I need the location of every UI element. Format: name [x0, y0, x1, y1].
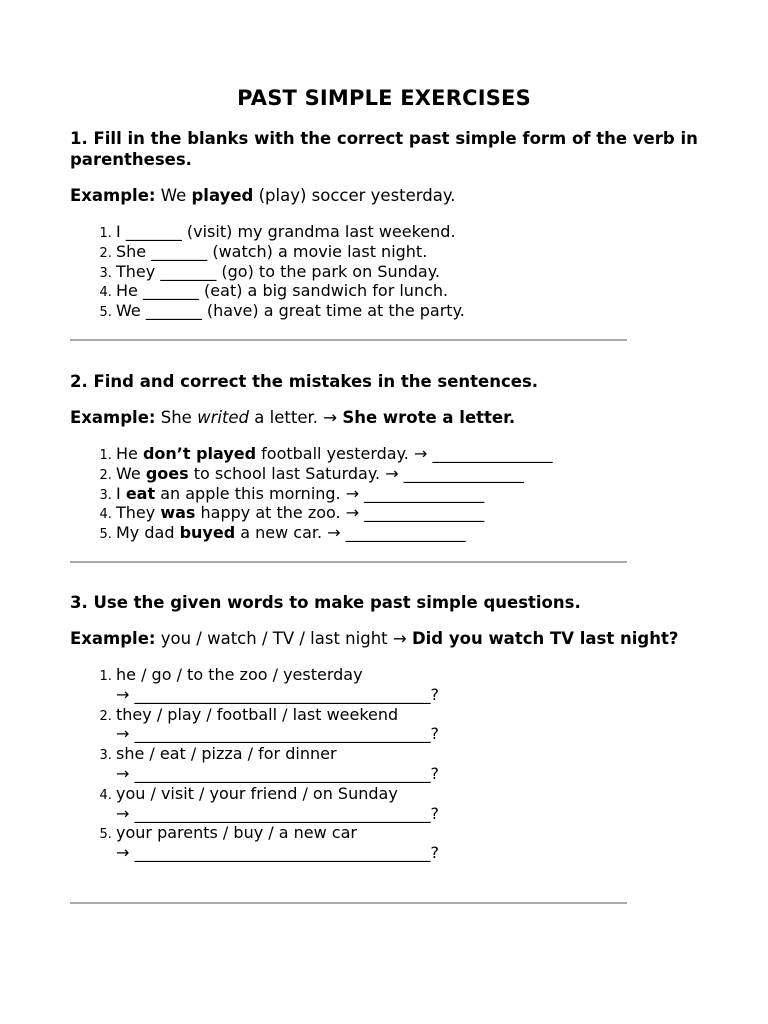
- answer-line[interactable]: → _____________________________________?: [116, 684, 439, 704]
- answer-blank[interactable]: _______: [160, 261, 217, 281]
- answer-blank[interactable]: _______: [151, 241, 208, 261]
- list-item: 3. They _______ (go) to the park on Sunday.: [116, 262, 710, 282]
- list-item: 3. I eat an apple this morning. → _______________: [116, 484, 710, 504]
- answer-line[interactable]: → _____________________________________?: [116, 763, 439, 783]
- list-item: 1. I _______ (visit) my grandma last weekend.: [116, 222, 710, 242]
- list-item: 1. he / go / to the zoo / yesterday → _____________________________________?: [116, 665, 710, 705]
- answer-blank[interactable]: _______: [145, 301, 202, 321]
- answer-blank[interactable]: _______________: [403, 463, 524, 483]
- mistake-word: goes: [145, 463, 189, 483]
- list-item: 5. We _______ (have) a great time at the party.: [116, 301, 710, 321]
- answer-blank[interactable]: _______________: [345, 523, 466, 543]
- answer-blank[interactable]: _______________: [364, 483, 485, 503]
- section-3-list: [70, 665, 710, 863]
- section-3: [70, 592, 710, 863]
- list-item: 2. She _______ (watch) a movie last night.: [116, 242, 710, 262]
- list-item: 4. He _______ (eat) a big sandwich for lunch.: [116, 281, 710, 301]
- mistake-word: eat: [125, 483, 156, 503]
- list-item: 2. they / play / football / last weekend → _____________________________________?: [116, 705, 710, 745]
- answer-blank[interactable]: _______________: [364, 503, 485, 523]
- mistake-word: buyed: [179, 523, 236, 543]
- answer-line[interactable]: → _____________________________________?: [116, 843, 439, 863]
- example-mistake: writed: [197, 408, 250, 427]
- list-item: 2. We goes to school last Saturday. → _______________: [116, 464, 710, 484]
- section-1-example: Example: We played (play) soccer yesterday.: [70, 186, 456, 205]
- answer-line[interactable]: → _____________________________________?: [116, 803, 439, 823]
- section-3-example: Example: you / watch / TV / last night → Did you watch TV last night?: [70, 629, 679, 648]
- example-answer: played: [191, 186, 254, 205]
- example-label: Example:: [70, 408, 156, 427]
- page-title: PAST SIMPLE EXERCISES: [237, 86, 531, 110]
- answer-blank[interactable]: _______: [142, 281, 199, 301]
- list-item: 3. she / eat / pizza / for dinner → _____________________________________?: [116, 744, 710, 784]
- section-1: [70, 128, 710, 321]
- example-answer: Did you watch TV last night?: [411, 629, 679, 648]
- answer-blank[interactable]: _______________: [432, 444, 553, 463]
- section-divider: [70, 902, 627, 904]
- list-item: 4. you / visit / your friend / on Sunday → _____________________________________?: [116, 784, 710, 824]
- answer-line[interactable]: → _____________________________________?: [116, 724, 439, 744]
- example-label: Example:: [70, 186, 156, 205]
- section-1-heading: 1. Fill in the blanks with the correct past simple form of the verb in parentheses.: [70, 129, 698, 169]
- mistake-word: don’t played: [142, 444, 257, 463]
- section-divider: [70, 561, 627, 563]
- section-2-example: Example: She writed a letter. → She wrote a letter.: [70, 408, 516, 427]
- section-1-list: [70, 222, 710, 321]
- list-item: 1. He don’t played football yesterday. → _______________: [116, 444, 710, 464]
- section-3-heading: 3. Use the given words to make past simple questions.: [70, 593, 581, 612]
- example-label: Example:: [70, 629, 156, 648]
- list-item: 4. They was happy at the zoo. → _______________: [116, 503, 710, 523]
- list-item: 5. your parents / buy / a new car → _____________________________________?: [116, 823, 710, 863]
- answer-blank[interactable]: _______: [125, 222, 182, 241]
- section-2-heading: 2. Find and correct the mistakes in the sentences.: [70, 372, 539, 391]
- section-2: [70, 371, 710, 543]
- section-2-list: [70, 444, 710, 543]
- section-divider: [70, 339, 627, 341]
- list-item: 5. My dad buyed a new car. → _______________: [116, 523, 710, 543]
- example-answer: She wrote a letter.: [342, 408, 516, 427]
- mistake-word: was: [160, 503, 196, 523]
